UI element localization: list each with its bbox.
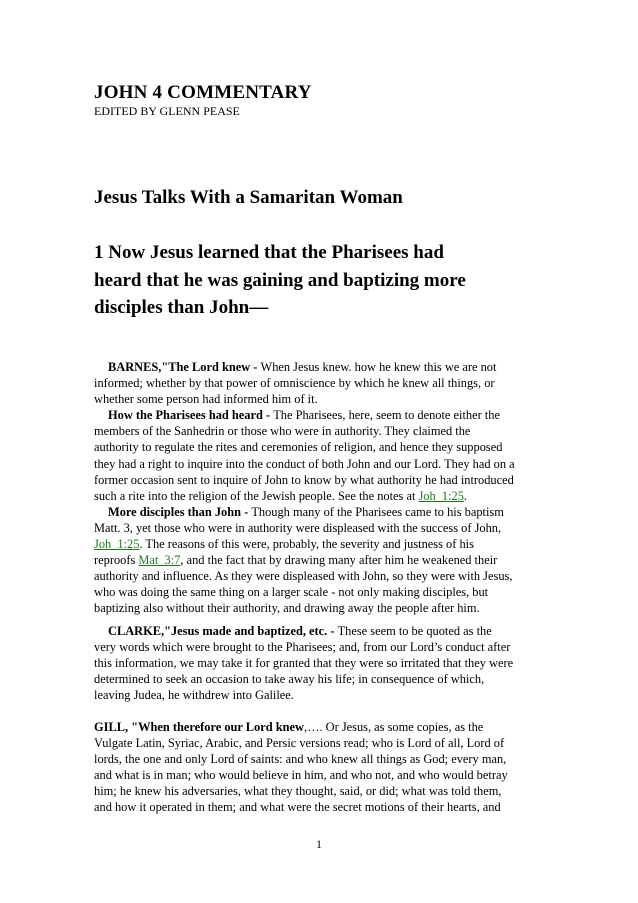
gill-commentary [94,719,554,816]
commentary-line [94,687,554,703]
commentary-text: members of the Sanhedrin or those who were in authority. They claimed the [94,424,471,439]
commentary-line [94,600,554,616]
commentary-line [94,472,554,488]
commentary-line [94,423,554,439]
scripture-reference-link[interactable]: Joh_1:25 [94,537,140,552]
commentary-line [94,536,554,552]
commentary-lemma: CLARKE,"Jesus made and baptized, etc. - [108,624,338,638]
commentary-line [94,407,554,423]
commentary-lemma: GILL, "When therefore our Lord knew [94,720,304,734]
commentary-text: baptizing also without their authority, and drawing away the people after him. [94,601,480,616]
commentary-line [94,655,554,671]
commentary-line [94,439,554,455]
commentary-text: leaving Judea, he withdrew into Galilee. [94,688,294,703]
section-heading: Jesus Talks With a Samaritan Woman [94,187,403,208]
verse-text [94,239,564,322]
commentary-text: . The reasons of this were, probably, the severity and justness of his [139,537,474,552]
commentary-text: and how it operated in them; and what were the secret motions of their hearts, and [94,800,501,815]
commentary-line [94,359,554,375]
commentary-lemma: BARNES,"The Lord knew - [108,360,261,374]
commentary-text: very words which were brought to the Pharisees; and, from our Lord’s conduct after [94,640,511,655]
commentary-text: Vulgate Latin, Syriac, Arabic, and Persic versions read; who is Lord of all, Lord of [94,736,505,751]
barnes-commentary [94,359,554,617]
commentary-text: informed; whether by that power of omniscience by which he knew all things, or [94,376,495,391]
commentary-text: lords, the one and only Lord of saints: and who knew all things as God; every man, [94,752,507,767]
commentary-line [94,751,554,767]
commentary-line [94,671,554,687]
commentary-line [94,375,554,391]
commentary-text: whether some person had informed him of it. [94,392,318,407]
commentary-line [94,391,554,407]
commentary-lemma: How the Pharisees had heard - [108,408,274,423]
commentary-text: When Jesus knew. how he knew this we are not [260,360,497,374]
commentary-text: who was doing the same thing on a larger scale - not only making disciples, but [94,585,489,600]
commentary-text: this information, we may take it for granted that they were so irritated that they were [94,656,514,671]
commentary-line [94,568,554,584]
commentary-line [94,520,554,536]
commentary-text: Matt. 3, yet those who were in authority were displeased with the success of John, [94,520,502,535]
commentary-text: him; he knew his adversaries, what they thought, said, or did; what was told them, [94,784,502,799]
commentary-text: such a rite into the religion of the Jewish people. See the notes at [94,488,419,503]
commentary-text: . [463,488,468,503]
commentary-text: The Pharisees, here, seem to denote either the [273,408,500,423]
commentary-line [94,488,554,504]
clarke-commentary [94,623,554,703]
commentary-text: ,…. Or Jesus, as some copies, as the [303,720,484,734]
commentary-line [94,735,554,751]
commentary-text: they had a right to inquire into the conduct of both John and our Lord. They had on a [94,456,515,471]
commentary-lemma: More disciples than John - [108,504,252,519]
commentary-line [94,456,554,472]
verse-line: heard that he was gaining and baptizing more [94,269,466,291]
commentary-line [94,623,554,639]
commentary-text: reproofs [94,553,139,568]
commentary-text: authority and influence. As they were displeased with John, so they were with Jesus, [94,569,513,584]
commentary-text: authority to regulate the rites and ceremonies of religion, and hence they supposed [94,440,503,455]
scripture-reference-link[interactable]: Joh_1:25 [418,488,464,503]
commentary-line [94,639,554,655]
commentary-text: determined to seek an occasion to take away his life; in consequence of which, [94,672,485,687]
commentary-line [94,783,554,799]
commentary-line [94,584,554,600]
commentary-line [94,767,554,783]
commentary-text: Though many of the Pharisees came to his baptism [251,504,504,519]
verse-line: disciples than John— [94,297,269,318]
commentary-text: and what is in man; who would believe in him, and who not, and who would betray [94,768,508,783]
commentary-text: , and the fact that by drawing many after him he weakened their [180,553,498,568]
commentary-line [94,719,554,735]
document-title: JOHN 4 COMMENTARY [94,82,312,103]
commentary-line [94,552,554,568]
commentary-line [94,504,554,520]
scripture-reference-link[interactable]: Mat_3:7 [138,553,181,568]
page-number: 1 [316,837,322,851]
verse-line: 1 Now Jesus learned that the Pharisees had [94,242,444,263]
commentary-text: former occasion sent to inquire of John to know by what authority he had introduced [94,472,514,487]
commentary-text: These seem to be quoted as the [337,624,492,638]
commentary-line [94,799,554,815]
document-editor: EDITED BY GLENN PEASE [94,104,240,118]
